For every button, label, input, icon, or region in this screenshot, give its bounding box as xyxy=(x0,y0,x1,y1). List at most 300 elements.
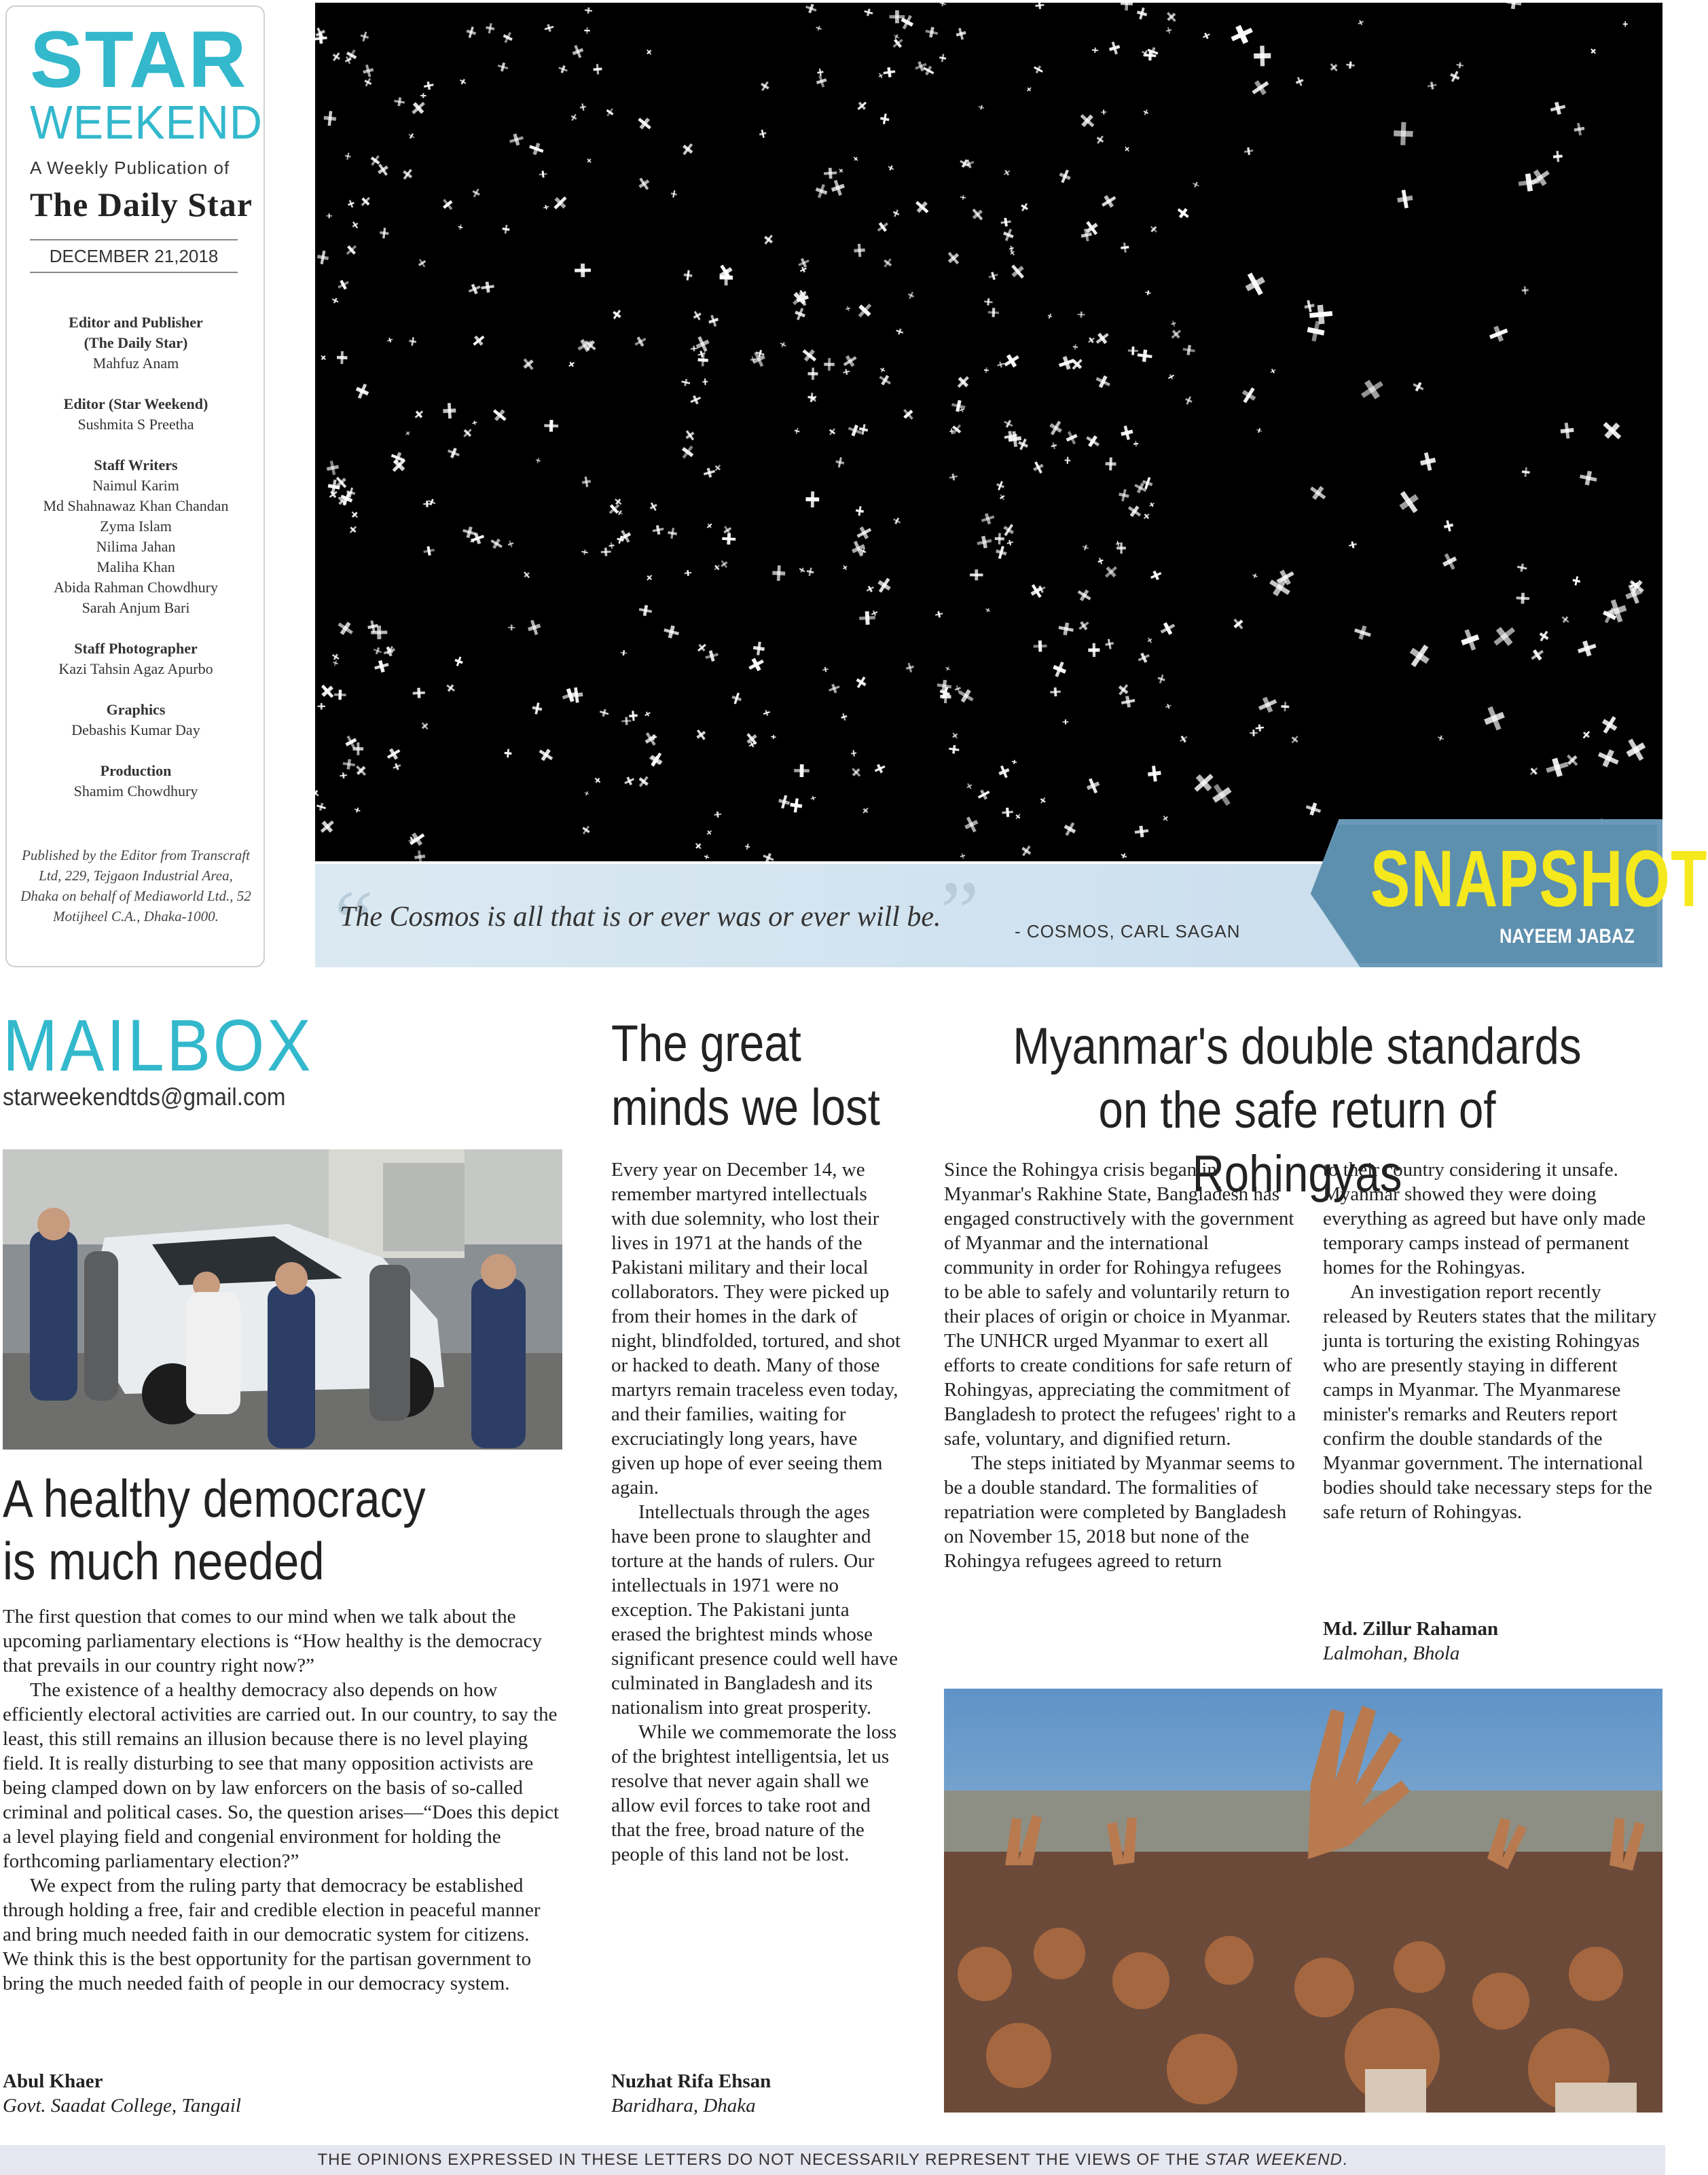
insect-mark xyxy=(978,105,985,111)
insect-mark xyxy=(960,195,966,200)
insect-mark xyxy=(1458,627,1482,653)
insect-mark xyxy=(319,354,327,361)
insect-mark xyxy=(1169,327,1183,341)
insect-mark xyxy=(873,762,887,775)
staff-group xyxy=(20,455,251,618)
insect-mark xyxy=(1084,433,1102,450)
insect-mark xyxy=(409,98,429,118)
insect-mark xyxy=(335,618,356,639)
insect-mark xyxy=(1404,641,1434,671)
insect-mark xyxy=(408,337,416,346)
insect-mark xyxy=(1529,647,1546,664)
insect-mark xyxy=(913,60,928,73)
insect-mark xyxy=(420,721,431,732)
insect-mark xyxy=(581,549,588,555)
insect-mark xyxy=(336,278,351,292)
insect-mark xyxy=(629,711,638,721)
insect-mark xyxy=(575,264,591,277)
insect-mark xyxy=(847,423,863,438)
paragraph: to their country considering it unsafe. Myanmar showed they were doing everything as agreed but have only made temporary camps instead of permanent homes for the Rohingyas. xyxy=(1323,1159,1646,1278)
insect-mark xyxy=(1289,734,1300,745)
insect-mark xyxy=(340,772,347,779)
insect-mark xyxy=(1119,425,1134,442)
insect-mark xyxy=(714,811,721,818)
insect-mark xyxy=(353,742,364,755)
author-location: Baridhara, Dhaka xyxy=(611,2095,756,2117)
insect-mark xyxy=(1348,541,1358,549)
insect-mark xyxy=(794,427,800,435)
insect-mark xyxy=(995,533,1005,544)
insect-mark xyxy=(1077,111,1098,131)
insect-mark xyxy=(604,107,615,118)
paragraph: The UNHCR urged Myanmar to exert all efforts to create conditions for safe return of Rohingyas, appreciating the commitment of Bangladesh to protect the refugees' right to a safe, voluntary, and dignified return. xyxy=(944,1330,1296,1450)
insect-mark xyxy=(1480,704,1508,734)
insect-mark xyxy=(581,476,592,488)
insect-mark xyxy=(763,709,771,717)
insect-mark xyxy=(761,232,775,247)
insect-mark xyxy=(901,406,916,422)
paragraph: Intellectuals through the ages have been prone to slaughter and torture at the hands of rulers. Our intellectuals in 1971 were no exception. The Pakistani junta erased the brightest minds whose significant presence could well have culminated in Bangladesh and its nationalism into great prosperity. xyxy=(611,1501,898,1719)
insect-mark xyxy=(543,204,549,211)
insect-mark xyxy=(1047,418,1065,437)
letter2-body xyxy=(611,1157,902,1867)
insect-mark xyxy=(440,196,456,212)
insect-mark xyxy=(1123,145,1131,153)
paragraph: Every year on December 14, we remember martyred intellectuals with due solemnity, who lost their lives in 1971 at the hands of the Pakistani military and their local collaborators. They were picked up from their homes in the dark of night, blindfolded, tortured, and shot or hacked to death. Many of those martyrs remain traceless even today, and their families, waiting for excruciatingly long years, have given up hope of ever seeing them again. xyxy=(611,1159,901,1498)
insect-mark xyxy=(976,535,993,550)
insect-mark xyxy=(945,249,962,268)
insect-mark xyxy=(1437,734,1444,741)
snapshot-quote: The Cosmos is all that is or ever was or ever will be. xyxy=(340,901,941,933)
masthead-divider xyxy=(30,272,238,273)
insect-mark xyxy=(1148,501,1155,508)
insect-mark xyxy=(1239,384,1259,406)
insect-mark xyxy=(350,220,360,230)
insect-mark xyxy=(706,829,713,836)
masthead-subtitle: A Weekly Publication of xyxy=(30,158,230,178)
insect-mark xyxy=(1149,569,1163,581)
disclaimer-publication: STAR WEEKEND xyxy=(1205,2151,1343,2169)
insect-mark xyxy=(1269,367,1277,374)
publisher-info: Published by the Editor from Transcraft Ltd, 229, Tejgaon Industrial Area, Dhaka on behalf of Mediaworld Ltd., 52 Motijheel C.A., Dhaka-1000. xyxy=(20,847,251,924)
paragraph: Since the Rohingya crisis began in Myanmar's Rakhine State, Bangladesh has engaged constructively with the government of Myanmar and the international community in order for Rohingya refugees to be able to safely and voluntarily return to their places of origin or choice in Myanmar. xyxy=(944,1159,1294,1327)
parent-publication-logo: The Daily Star xyxy=(30,185,253,223)
insect-mark xyxy=(951,732,959,740)
letter3-headline: Myanmar's double standards on the safe return of Rohingyas xyxy=(1013,1018,1582,1203)
insect-mark xyxy=(504,749,512,758)
insect-mark xyxy=(570,43,585,60)
insect-mark xyxy=(1207,780,1237,810)
insect-mark xyxy=(797,256,811,269)
insect-mark xyxy=(1357,375,1387,404)
insect-mark xyxy=(1171,320,1177,327)
insect-mark xyxy=(1000,522,1016,538)
insect-mark xyxy=(703,467,716,479)
insect-mark xyxy=(543,23,554,33)
insect-mark xyxy=(1256,694,1279,716)
insect-mark xyxy=(892,209,901,218)
insect-mark xyxy=(1158,619,1177,638)
insect-mark xyxy=(580,824,592,836)
insect-mark xyxy=(855,99,869,113)
insect-mark xyxy=(987,308,999,317)
insect-mark xyxy=(1427,81,1437,90)
insect-mark xyxy=(951,399,966,413)
staff-group xyxy=(20,394,251,435)
paragraph: The first question that comes to our mind when we talk about the upcoming parliamentary elections is “How healthy is the democracy that prevails in our country right now?” xyxy=(3,1606,543,1676)
insect-mark xyxy=(746,655,766,675)
insect-mark xyxy=(427,498,437,507)
insect-mark xyxy=(393,96,405,107)
disclaimer-end: . xyxy=(1342,2151,1348,2169)
author-name: Md. Zillur Rahaman xyxy=(1323,1618,1499,1640)
insect-mark xyxy=(1128,346,1138,355)
insect-mark xyxy=(353,382,371,401)
insect-mark xyxy=(1137,349,1153,363)
insect-mark xyxy=(331,51,342,63)
insect-mark xyxy=(359,31,370,42)
insect-mark xyxy=(1008,262,1028,282)
insect-mark xyxy=(375,162,391,179)
insect-mark xyxy=(841,353,859,370)
insect-mark xyxy=(1033,641,1047,652)
contact-email: starweekendtds@gmail.com xyxy=(3,1083,286,1111)
insect-mark xyxy=(458,77,467,86)
insect-mark xyxy=(719,270,733,286)
insect-mark xyxy=(1121,695,1136,708)
insect-mark xyxy=(1047,313,1053,320)
insect-mark xyxy=(508,624,515,630)
insect-mark xyxy=(1396,189,1414,209)
insect-mark xyxy=(443,403,456,419)
photographer-credit: NAYEEM JABAZ xyxy=(1500,925,1635,948)
insect-mark xyxy=(407,829,428,850)
insect-mark xyxy=(1025,86,1032,93)
insect-mark xyxy=(1622,735,1650,764)
insect-mark xyxy=(983,367,989,374)
insect-mark xyxy=(1573,122,1585,137)
insect-mark xyxy=(386,337,393,343)
insect-mark xyxy=(955,27,968,41)
insect-mark xyxy=(1001,228,1015,242)
insect-mark xyxy=(579,103,587,111)
insect-mark xyxy=(1506,0,1523,10)
insect-mark xyxy=(980,511,996,526)
letter2-headline: The great minds we lost xyxy=(611,1015,880,1136)
insect-mark xyxy=(480,281,494,293)
insect-mark xyxy=(875,219,890,234)
insect-mark xyxy=(777,794,791,810)
quote-attribution: - COSMOS, CARL SAGAN xyxy=(1015,921,1241,941)
close-quote-icon: ” xyxy=(940,863,979,961)
insect-mark xyxy=(1145,290,1152,295)
insect-mark xyxy=(522,570,532,579)
insect-mark xyxy=(822,666,829,672)
letter3-body-col1 xyxy=(944,1157,1297,1573)
insect-mark xyxy=(1521,286,1529,295)
insect-mark xyxy=(488,536,504,551)
insect-mark xyxy=(1161,814,1169,823)
insect-mark xyxy=(633,334,648,348)
insect-mark xyxy=(1118,488,1131,503)
insect-mark xyxy=(454,655,465,667)
insect-mark xyxy=(962,814,981,835)
insect-mark xyxy=(1061,820,1078,838)
insect-mark xyxy=(599,708,610,717)
insect-mark xyxy=(528,141,545,157)
insect-mark xyxy=(976,787,992,802)
insect-mark xyxy=(1552,151,1563,162)
insect-mark xyxy=(875,575,894,596)
insect-mark xyxy=(558,64,569,74)
insect-mark xyxy=(1252,573,1258,579)
insect-mark xyxy=(1394,122,1413,145)
insect-mark xyxy=(471,187,481,199)
author-name: Nuzhat Rifa Ehsan xyxy=(611,2070,771,2092)
insect-mark xyxy=(890,36,905,50)
insect-mark xyxy=(520,356,537,373)
staff-group xyxy=(20,312,251,374)
insect-mark xyxy=(712,563,721,572)
insect-mark xyxy=(323,111,337,127)
staff-group xyxy=(20,639,251,679)
insect-mark xyxy=(1521,467,1530,477)
insect-mark xyxy=(1487,323,1510,344)
insect-mark xyxy=(1167,373,1175,380)
insect-mark xyxy=(1104,639,1114,650)
insect-mark xyxy=(347,199,356,209)
insect-mark xyxy=(353,763,369,778)
insect-mark xyxy=(707,314,720,328)
insect-mark xyxy=(645,48,653,56)
insect-mark xyxy=(611,308,623,321)
insect-mark xyxy=(1255,724,1264,732)
insect-mark xyxy=(690,346,697,352)
insect-mark xyxy=(361,63,375,78)
insect-mark xyxy=(1303,300,1315,313)
insect-mark xyxy=(317,817,337,837)
insect-mark xyxy=(1011,759,1017,764)
insect-mark xyxy=(1165,26,1172,34)
insect-mark xyxy=(1182,344,1196,356)
insect-mark xyxy=(1120,242,1129,253)
insect-mark xyxy=(1254,46,1271,67)
section-title: MAILBOX xyxy=(3,1004,314,1086)
paragraph: An investigation report recently released by Reuters states that the military junta is torturing the existing Rohingyas who are presently staying in different camps in Myanmar. The Myanmarese minister's remarks and Reuters report confirm the double standards of the Myanmar government. The international bodies should take necessary steps for the safe return of Rohingyas. xyxy=(1323,1281,1657,1523)
insect-mark xyxy=(1085,776,1102,795)
insect-mark xyxy=(939,54,947,62)
insect-mark xyxy=(1250,730,1258,736)
insect-mark xyxy=(877,72,884,79)
insect-mark xyxy=(1072,344,1078,350)
insect-mark xyxy=(318,703,325,710)
insect-mark xyxy=(1001,351,1021,371)
insect-mark xyxy=(842,368,850,375)
insect-mark xyxy=(863,7,873,17)
staff-name: Kazi Tahsin Agaz Apurbo xyxy=(58,660,213,677)
insect-mark xyxy=(794,764,810,777)
insect-mark xyxy=(585,157,592,164)
insect-mark xyxy=(600,547,611,556)
insect-mark xyxy=(807,367,818,380)
insect-mark xyxy=(1243,147,1254,156)
insect-mark xyxy=(316,802,327,812)
insect-mark xyxy=(854,675,869,690)
insect-mark xyxy=(851,750,857,757)
insect-mark xyxy=(849,539,868,558)
insect-mark xyxy=(1108,40,1122,56)
staff-name: Abida Rahman Chowdhury xyxy=(54,579,218,596)
insect-mark xyxy=(1002,418,1014,429)
open-quote-icon: “ xyxy=(334,873,374,971)
insect-mark xyxy=(829,178,847,197)
insect-mark xyxy=(1256,427,1262,433)
insect-mark xyxy=(806,567,815,577)
insect-mark xyxy=(1136,651,1151,665)
insect-mark xyxy=(400,166,415,181)
staff-name: Debashis Kumar Day xyxy=(71,721,200,738)
insect-mark xyxy=(706,522,713,530)
insect-mark xyxy=(759,129,767,139)
insect-mark xyxy=(638,604,653,617)
insect-mark xyxy=(405,430,412,436)
insect-mark xyxy=(1560,614,1571,624)
insect-mark xyxy=(835,456,845,468)
insect-mark xyxy=(1228,22,1256,48)
insect-mark xyxy=(531,702,543,715)
insect-mark xyxy=(954,373,972,391)
insect-mark xyxy=(1241,269,1269,299)
insect-mark xyxy=(1057,168,1073,185)
staff-name: Shamim Chowdhury xyxy=(73,783,198,799)
insect-mark xyxy=(354,807,361,814)
insect-mark xyxy=(1578,469,1598,487)
masthead-divider xyxy=(30,239,238,240)
insect-mark xyxy=(1069,356,1085,372)
staff-group xyxy=(20,761,251,802)
insect-mark xyxy=(1249,77,1272,99)
insect-mark xyxy=(865,584,875,594)
insect-mark xyxy=(1099,192,1119,211)
insect-mark xyxy=(852,156,859,162)
insect-mark xyxy=(584,27,590,34)
snapshot-photo xyxy=(315,3,1662,861)
insect-mark xyxy=(413,408,425,420)
insect-mark xyxy=(793,306,807,322)
insect-mark xyxy=(544,420,558,432)
insect-mark xyxy=(1599,417,1626,444)
staff-name: Zyma Islam xyxy=(100,518,172,535)
insect-mark xyxy=(719,558,730,569)
insect-mark xyxy=(1164,10,1178,24)
insect-mark xyxy=(854,300,875,321)
insect-mark xyxy=(681,378,691,387)
insect-mark xyxy=(1142,109,1149,116)
insect-mark xyxy=(1309,304,1333,325)
footer-disclaimer xyxy=(0,2145,1665,2175)
flying-insects-image xyxy=(315,3,1662,861)
staff-role-detail: (The Daily Star) xyxy=(84,334,188,351)
insect-mark xyxy=(623,775,636,787)
insect-mark xyxy=(485,22,495,34)
insect-mark xyxy=(683,270,693,281)
staff-name: Sarah Anjum Bari xyxy=(81,599,190,616)
insect-mark xyxy=(414,850,426,864)
insect-mark xyxy=(667,527,678,539)
insect-mark xyxy=(772,565,786,581)
insect-mark xyxy=(913,198,932,217)
insect-mark xyxy=(1006,539,1014,546)
insect-mark xyxy=(1088,643,1100,658)
insect-mark xyxy=(1097,557,1104,565)
insect-mark xyxy=(798,567,805,574)
insect-mark xyxy=(987,271,999,281)
insect-mark xyxy=(445,682,457,694)
insect-mark xyxy=(969,206,986,223)
insect-mark xyxy=(934,611,943,618)
insect-mark xyxy=(1050,687,1061,697)
insect-mark xyxy=(363,77,374,88)
insect-mark xyxy=(1116,682,1131,698)
insect-mark xyxy=(779,341,787,348)
insect-mark xyxy=(608,542,615,550)
insect-mark xyxy=(1019,202,1030,213)
insect-mark xyxy=(1571,575,1581,586)
insect-mark xyxy=(423,81,434,91)
insect-mark xyxy=(310,788,321,798)
insect-mark xyxy=(960,852,966,859)
insect-mark xyxy=(507,540,515,548)
staff-name: Sushmita S Preetha xyxy=(77,416,194,433)
insect-mark xyxy=(722,533,736,545)
insect-mark xyxy=(1190,769,1218,797)
insect-mark xyxy=(854,243,866,257)
insect-mark xyxy=(585,7,593,14)
author-name: Abul Khaer xyxy=(3,2070,103,2092)
insect-mark xyxy=(695,641,708,653)
insect-mark xyxy=(670,190,678,198)
insect-mark xyxy=(644,711,651,718)
insect-mark xyxy=(416,257,428,269)
insect-mark xyxy=(771,734,776,739)
insect-mark xyxy=(1142,512,1151,521)
insect-mark xyxy=(1448,69,1461,84)
insect-mark xyxy=(1537,629,1551,644)
insect-mark xyxy=(1092,48,1099,54)
insect-mark xyxy=(662,624,680,640)
insect-mark xyxy=(635,114,654,132)
insect-mark xyxy=(508,132,525,147)
insect-mark xyxy=(924,26,939,39)
insect-mark xyxy=(854,524,873,542)
insect-mark xyxy=(1175,205,1191,221)
insect-mark xyxy=(645,573,654,582)
staff-role: Production xyxy=(100,762,172,779)
insect-mark xyxy=(1353,624,1373,642)
insect-mark xyxy=(1002,807,1013,817)
insect-mark xyxy=(537,746,556,764)
staff-name: Mahfuz Anam xyxy=(92,355,179,372)
insect-mark xyxy=(871,609,879,617)
insect-mark xyxy=(1101,109,1107,115)
insect-mark xyxy=(342,758,356,770)
insect-mark xyxy=(1146,636,1153,644)
letter1-signature xyxy=(3,2069,241,2118)
staff-role: Editor and Publisher xyxy=(69,314,203,331)
insect-mark xyxy=(392,762,402,771)
staff-name: Nilima Jahan xyxy=(96,538,176,555)
insect-mark xyxy=(817,68,824,76)
